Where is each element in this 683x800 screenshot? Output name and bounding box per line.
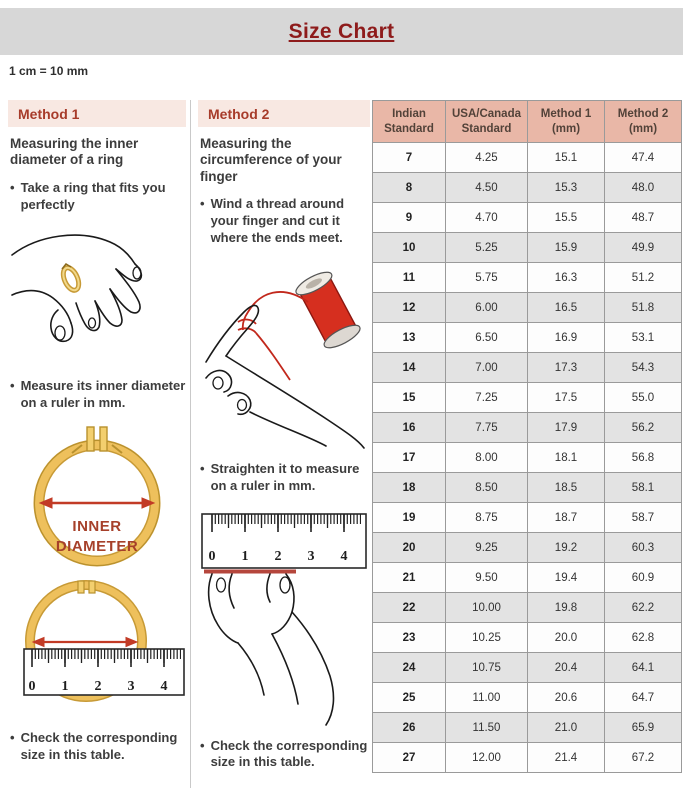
table-cell: 21 xyxy=(373,563,446,593)
method1-header: Method 1 xyxy=(8,100,186,127)
table-cell: 18.5 xyxy=(528,473,605,503)
size-table xyxy=(372,100,682,773)
table-cell: 60.3 xyxy=(605,533,682,563)
table-cell: 15.5 xyxy=(528,203,605,233)
table-cell: 4.50 xyxy=(446,173,528,203)
method2-bullet-2-text: Straighten it to measure on a ruler in mm. xyxy=(210,461,360,493)
table-cell: 53.1 xyxy=(605,323,682,353)
bullet-dot-icon: • xyxy=(200,461,205,477)
table-cell: 62.2 xyxy=(605,593,682,623)
table-cell: 62.8 xyxy=(605,623,682,653)
table-cell: 11.00 xyxy=(446,683,528,713)
ruler-number: 2 xyxy=(274,548,282,564)
table-cell: 55.0 xyxy=(605,383,682,413)
table-cell: 4.70 xyxy=(446,203,528,233)
table-cell: 15.1 xyxy=(528,143,605,173)
table-row xyxy=(373,653,682,683)
ruler-number: 3 xyxy=(127,679,135,695)
col-header-usa-canada-standard: USA/Canada Standard xyxy=(446,101,528,143)
method1-bullet-3-text: Check the corresponding size in this table. xyxy=(20,730,178,763)
table-cell: 51.2 xyxy=(605,263,682,293)
ruler-number: 0 xyxy=(208,548,216,564)
ring-label-line1: INNER xyxy=(72,518,122,536)
table-row xyxy=(373,563,682,593)
table-cell: 67.2 xyxy=(605,743,682,773)
table-cell: 10.00 xyxy=(446,593,528,623)
table-cell: 21.4 xyxy=(528,743,605,773)
method2-bullet-1 xyxy=(200,196,370,246)
table-cell: 13 xyxy=(373,323,446,353)
table-cell: 64.7 xyxy=(605,683,682,713)
table-cell: 9.25 xyxy=(446,533,528,563)
table-cell: 24 xyxy=(373,653,446,683)
table-row xyxy=(373,503,682,533)
table-row xyxy=(373,533,682,563)
table-row xyxy=(373,143,682,173)
table-cell: 10.25 xyxy=(446,623,528,653)
table-row xyxy=(373,473,682,503)
table-cell: 48.7 xyxy=(605,203,682,233)
method2-heading: Measuring the circumference of your finger xyxy=(200,136,342,184)
table-cell: 12 xyxy=(373,293,446,323)
table-row xyxy=(373,683,682,713)
table-cell: 7 xyxy=(373,143,446,173)
table-row xyxy=(373,413,682,443)
table-cell: 23 xyxy=(373,623,446,653)
table-cell: 20.4 xyxy=(528,653,605,683)
table-cell: 7.00 xyxy=(446,353,528,383)
col-header-method1-mm: Method 1 (mm) xyxy=(528,101,605,143)
method2-bullet-3-text: Check the corresponding size in this table. xyxy=(210,737,368,770)
table-cell: 4.25 xyxy=(446,143,528,173)
method1-bullet-2 xyxy=(10,378,186,411)
method1-bullet-2-text: Measure its inner diameter on a ruler in mm. xyxy=(20,378,186,410)
table-cell: 58.7 xyxy=(605,503,682,533)
table-cell: 8.75 xyxy=(446,503,528,533)
table-cell: 65.9 xyxy=(605,713,682,743)
method1-bullet-1-text: Take a ring that fits you perfectly xyxy=(20,179,166,212)
table-row xyxy=(373,293,682,323)
table-row xyxy=(373,323,682,353)
table-cell: 12.00 xyxy=(446,743,528,773)
bullet-dot-icon: • xyxy=(10,179,15,195)
table-row xyxy=(373,203,682,233)
method1-bullet-3 xyxy=(10,730,186,763)
table-row xyxy=(373,353,682,383)
method2-bullet-2 xyxy=(200,461,370,494)
table-cell: 8 xyxy=(373,173,446,203)
scale-note: 1 cm = 10 mm xyxy=(9,64,89,78)
table-cell: 60.9 xyxy=(605,563,682,593)
table-cell: 8.00 xyxy=(446,443,528,473)
table-cell: 9.50 xyxy=(446,563,528,593)
table-cell: 58.1 xyxy=(605,473,682,503)
column-divider xyxy=(190,100,191,788)
table-cell: 20.6 xyxy=(528,683,605,713)
table-row xyxy=(373,743,682,773)
ruler-number: 1 xyxy=(61,679,69,695)
table-cell: 16.9 xyxy=(528,323,605,353)
table-cell: 21.0 xyxy=(528,713,605,743)
ruler-number: 4 xyxy=(340,548,348,564)
table-cell: 16 xyxy=(373,413,446,443)
table-row xyxy=(373,593,682,623)
ruler-number: 4 xyxy=(160,679,168,695)
method1-column xyxy=(8,100,186,764)
ring-label-line2: DIAMETER xyxy=(55,538,139,556)
table-cell: 17.5 xyxy=(528,383,605,413)
method1-bullet-1 xyxy=(10,180,186,213)
table-cell: 8.50 xyxy=(446,473,528,503)
method2-header: Method 2 xyxy=(198,100,370,127)
thread-on-ruler-illustration xyxy=(198,499,370,727)
table-cell: 7.75 xyxy=(446,413,528,443)
title-banner xyxy=(0,8,683,55)
table-cell: 18 xyxy=(373,473,446,503)
table-row xyxy=(373,233,682,263)
hand-with-thread-illustration xyxy=(198,250,370,450)
table-cell: 19 xyxy=(373,503,446,533)
table-cell: 15 xyxy=(373,383,446,413)
table-cell: 48.0 xyxy=(605,173,682,203)
table-cell: 19.4 xyxy=(528,563,605,593)
table-row xyxy=(373,173,682,203)
table-cell: 17.9 xyxy=(528,413,605,443)
table-cell: 26 xyxy=(373,713,446,743)
table-cell: 6.50 xyxy=(446,323,528,353)
table-row xyxy=(373,623,682,653)
table-cell: 56.2 xyxy=(605,413,682,443)
bullet-dot-icon: • xyxy=(200,196,205,212)
ruler-number: 2 xyxy=(94,679,102,695)
table-cell: 6.00 xyxy=(446,293,528,323)
table-cell: 19.8 xyxy=(528,593,605,623)
table-cell: 17 xyxy=(373,443,446,473)
table-cell: 18.7 xyxy=(528,503,605,533)
table-cell: 10.75 xyxy=(446,653,528,683)
table-cell: 10 xyxy=(373,233,446,263)
table-cell: 27 xyxy=(373,743,446,773)
table-row xyxy=(373,443,682,473)
table-cell: 14 xyxy=(373,353,446,383)
size-table-header xyxy=(373,101,682,143)
method2-bullet-1-text: Wind a thread around your finger and cut it where the ends meet. xyxy=(210,196,345,245)
table-cell: 7.25 xyxy=(446,383,528,413)
table-cell: 9 xyxy=(373,203,446,233)
table-cell: 15.9 xyxy=(528,233,605,263)
table-cell: 16.3 xyxy=(528,263,605,293)
page-title: Size Chart xyxy=(288,19,395,43)
table-cell: 64.1 xyxy=(605,653,682,683)
ring-inner-diameter-illustration xyxy=(8,415,186,575)
bullet-dot-icon: • xyxy=(200,737,205,753)
ruler-number: 1 xyxy=(241,548,249,564)
table-cell: 47.4 xyxy=(605,143,682,173)
hand-with-ring-illustration xyxy=(8,217,186,367)
method1-heading: Measuring the inner diameter of a ring xyxy=(10,136,139,168)
table-row xyxy=(373,713,682,743)
ruler-number: 0 xyxy=(28,679,36,695)
table-row xyxy=(373,383,682,413)
ring-on-ruler-illustration xyxy=(8,579,186,719)
bullet-dot-icon: • xyxy=(10,730,15,746)
table-cell: 49.9 xyxy=(605,233,682,263)
table-cell: 16.5 xyxy=(528,293,605,323)
col-header-indian-standard: Indian Standard xyxy=(373,101,446,143)
table-cell: 11 xyxy=(373,263,446,293)
table-cell: 15.3 xyxy=(528,173,605,203)
table-cell: 25 xyxy=(373,683,446,713)
table-cell: 5.25 xyxy=(446,233,528,263)
table-cell: 20.0 xyxy=(528,623,605,653)
table-cell: 11.50 xyxy=(446,713,528,743)
table-cell: 56.8 xyxy=(605,443,682,473)
table-cell: 54.3 xyxy=(605,353,682,383)
bullet-dot-icon: • xyxy=(10,378,15,394)
table-cell: 20 xyxy=(373,533,446,563)
ruler-number: 3 xyxy=(307,548,315,564)
table-cell: 18.1 xyxy=(528,443,605,473)
table-row xyxy=(373,263,682,293)
table-cell: 19.2 xyxy=(528,533,605,563)
table-cell: 51.8 xyxy=(605,293,682,323)
table-cell: 5.75 xyxy=(446,263,528,293)
table-cell: 17.3 xyxy=(528,353,605,383)
method2-column xyxy=(198,100,370,771)
table-cell: 22 xyxy=(373,593,446,623)
col-header-method2-mm: Method 2 (mm) xyxy=(605,101,682,143)
method2-bullet-3 xyxy=(200,738,370,771)
